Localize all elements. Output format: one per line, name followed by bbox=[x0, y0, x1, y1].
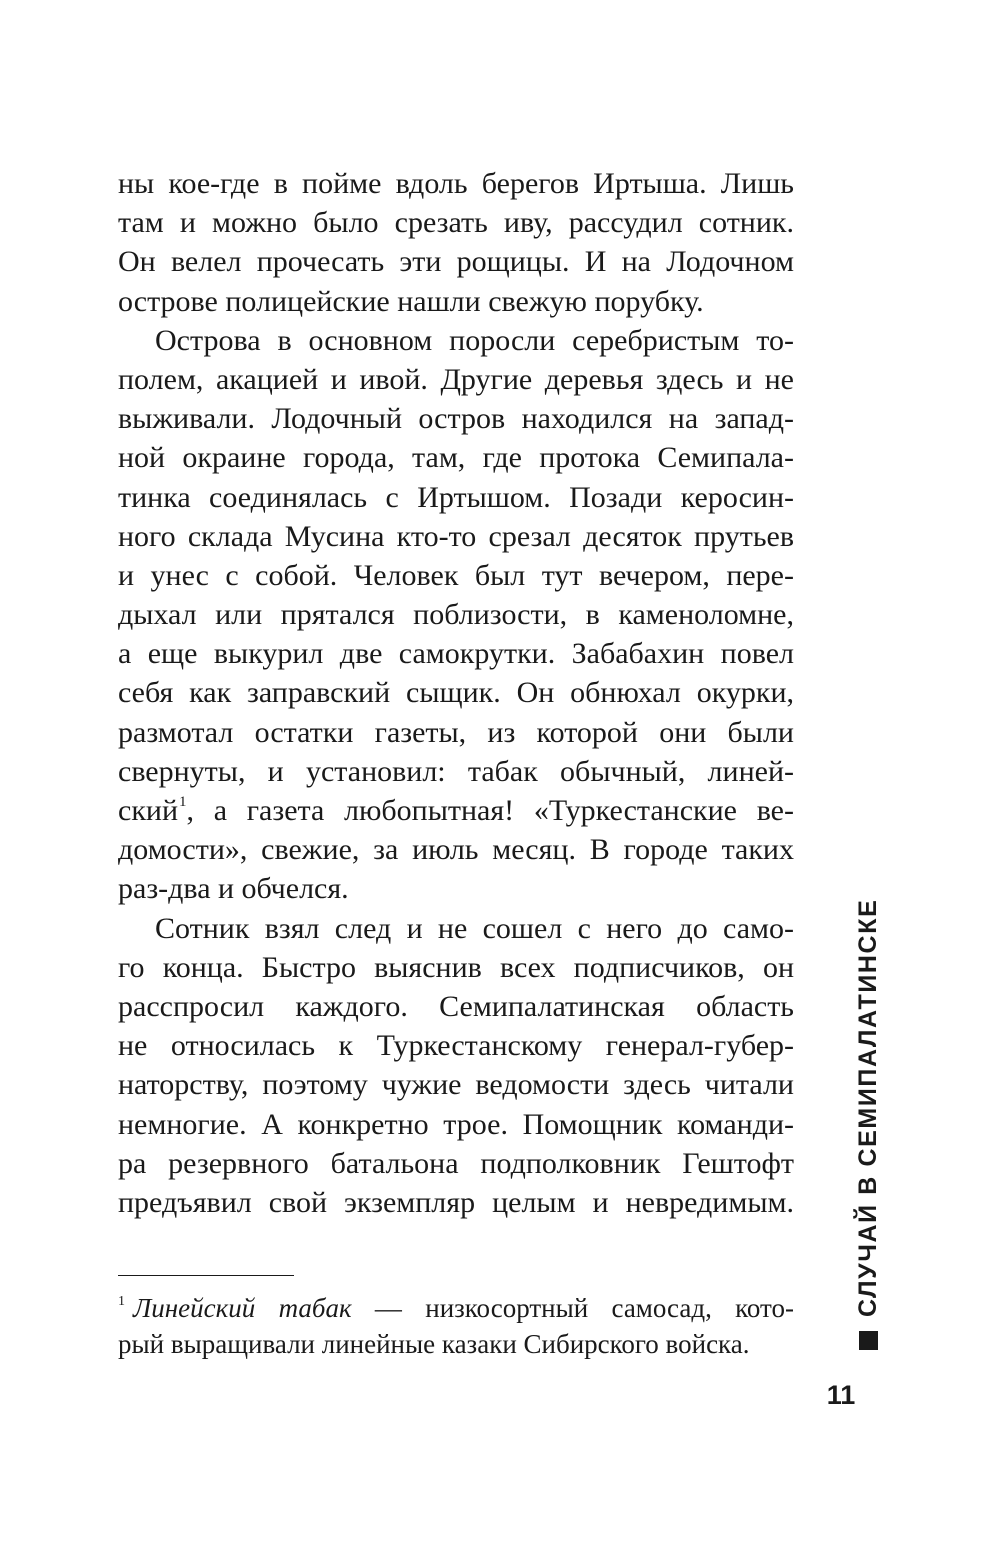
text-line: себя как заправский сыщик. Он обнюхал окурки, bbox=[118, 676, 794, 710]
footnote-term: Линейский табак bbox=[133, 1293, 352, 1323]
square-icon bbox=[859, 1331, 878, 1350]
text-line: дыхал или прятался поблизости, в каменоломне, bbox=[118, 598, 794, 632]
running-title bbox=[852, 899, 884, 1350]
page-number: 11 bbox=[826, 1380, 856, 1410]
text-line-with-footnote bbox=[118, 791, 794, 830]
main-text bbox=[118, 164, 794, 1222]
text-line: полем, акацией и ивой. Другие деревья здесь и не bbox=[118, 362, 794, 396]
text-line: свернуты, и установил: табак обычный, линей- bbox=[118, 754, 794, 788]
footnote-text: — низкосортный самосад, кото- bbox=[351, 1293, 794, 1323]
text-line: выживали. Лодочный остров находился на запад- bbox=[118, 402, 794, 436]
text-line: го конца. Быстро выяснив всех подписчиков, он bbox=[118, 950, 794, 984]
text-line: и унес с собой. Человек был тут вечером, пере- bbox=[118, 558, 794, 592]
footnote-line bbox=[118, 1290, 794, 1326]
running-title-text: СЛУЧАЙ В СЕМИПАЛАТИНСКЕ bbox=[854, 898, 882, 1317]
text-line: тинка соединялась с Иртышом. Позади керосин- bbox=[118, 480, 794, 514]
text-fragment: ский bbox=[118, 794, 178, 827]
text-line: расспросил каждого. Семипалатинская область bbox=[118, 989, 794, 1023]
text-line: ны кое-где в пойме вдоль берегов Иртыша. Лишь bbox=[118, 167, 794, 200]
footnote-line: рый выращивали линейные казаки Сибирского войска. bbox=[118, 1329, 750, 1359]
text-line: ного склада Мусина кто-то срезал десяток прутьев bbox=[118, 519, 794, 553]
text-line: там и можно было срезать иву, рассудил сотник. bbox=[118, 206, 794, 240]
text-line: Сотник взял след и не сошел с него до само- bbox=[155, 911, 794, 945]
text-line: Он велел прочесать эти рощицы. И на Лодочном bbox=[118, 245, 794, 279]
footnote bbox=[118, 1290, 794, 1362]
footnote-divider bbox=[118, 1275, 294, 1276]
text-line: а еще выкурил две самокрутки. Забабахин повел bbox=[118, 637, 794, 671]
text-line: раз-два и обчелся. bbox=[118, 872, 349, 906]
text-fragment: , а газета любопытная! «Туркестанские ве- bbox=[186, 794, 794, 827]
text-line: не относилась к Туркестанскому генерал-губер- bbox=[118, 1029, 794, 1063]
text-line: ной окраине города, там, где протока Семипала- bbox=[118, 441, 794, 475]
footnote-reference[interactable]: 1 bbox=[179, 794, 187, 810]
text-line: наторству, поэтому чужие ведомости здесь читали bbox=[118, 1068, 794, 1102]
text-line: предъявил свой экземпляр целым и невредимым. bbox=[118, 1185, 794, 1219]
text-line: домости», свежие, за июль месяц. В городе таких bbox=[118, 833, 794, 867]
text-line: немногие. А конкретно трое. Помощник команди- bbox=[118, 1107, 794, 1141]
text-line: Острова в основном поросли серебристым то- bbox=[155, 323, 794, 357]
text-line: острове полицейские нашли свежую порубку. bbox=[118, 284, 704, 318]
footnote-marker: 1 bbox=[118, 1294, 125, 1309]
text-line: ра резервного батальона подполковник Гештофт bbox=[118, 1146, 794, 1180]
text-line: размотал остатки газеты, из которой они были bbox=[118, 715, 794, 749]
